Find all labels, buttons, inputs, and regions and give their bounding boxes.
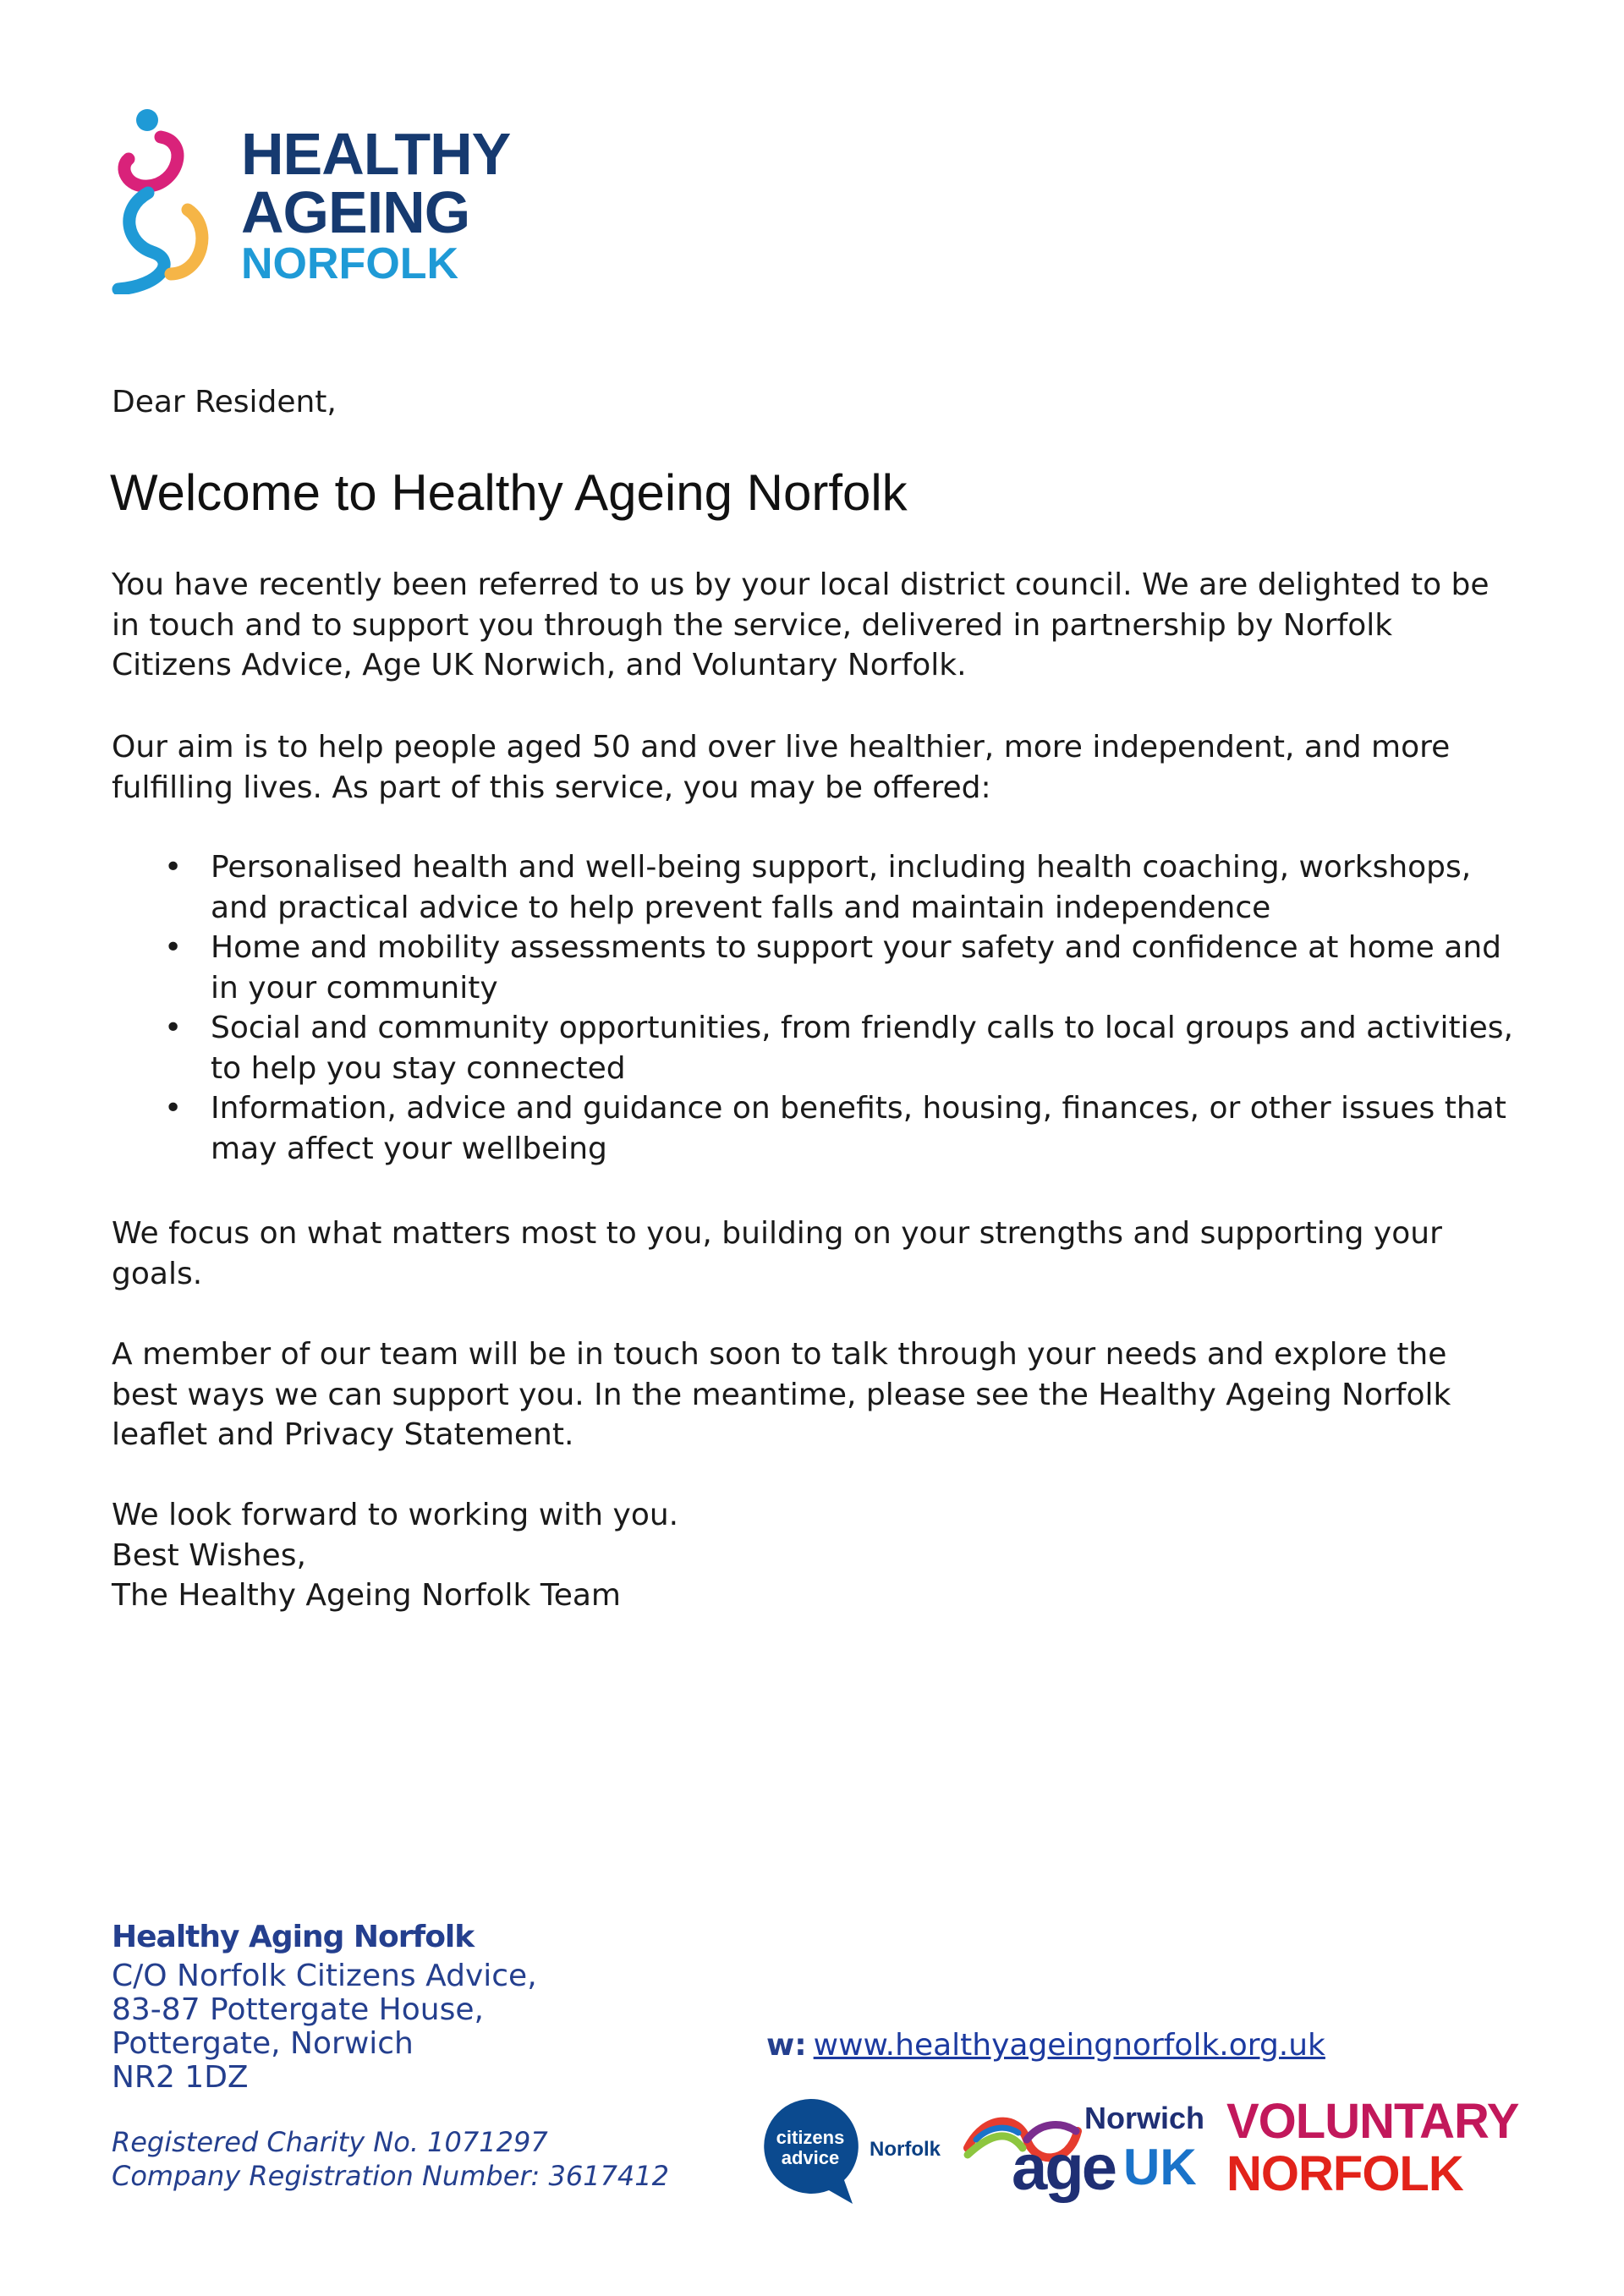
vn-line2: NORFOLK bbox=[1226, 2146, 1463, 2201]
charity-number: Registered Charity No. 1071297 bbox=[112, 2126, 548, 2158]
website-link[interactable]: www.healthyageingnorfolk.org.uk bbox=[813, 2028, 1325, 2063]
bullet-icon: • bbox=[164, 1091, 183, 1126]
registration-info bbox=[112, 2125, 669, 2193]
address-line: 83-87 Pottergate House, bbox=[112, 1992, 484, 2027]
list-item-text: Social and community opportunities, from friendly calls to local groups and activities, to help you stay connected bbox=[211, 1011, 1513, 1086]
address-line: Pottergate, Norwich bbox=[112, 2026, 414, 2061]
healthy-ageing-norfolk-logo bbox=[110, 108, 533, 303]
address-line: C/O Norfolk Citizens Advice, bbox=[112, 1959, 537, 1993]
ca-line2: advice bbox=[781, 2147, 840, 2168]
footer-address bbox=[112, 1959, 669, 2095]
paragraph-referral: You have recently been referred to us by your local district council. We are delighted to be in touch and to support you through the service, delivered in partnership by Norfolk Citizens Advice, Age UK Norwich, and Voluntary Norfolk. bbox=[112, 567, 1490, 682]
list-item bbox=[112, 1008, 1516, 1088]
list-item-text: Information, advice and guidance on benefits, housing, finances, or other issues that may affect your wellbeing bbox=[211, 1091, 1506, 1166]
bullet-icon: • bbox=[164, 1011, 183, 1045]
paragraph-next-steps: A member of our team will be in touch soon to talk through your needs and explore the best ways we can support you. In the meantime, please see the Healthy Ageing Norfolk leaflet and Privacy Statement. bbox=[112, 1337, 1451, 1452]
salutation: Dear Resident, bbox=[112, 385, 337, 419]
list-item-text: Personalised health and well-being support, including health coaching, workshops, and practical advice to help prevent falls and maintain independence bbox=[211, 850, 1472, 925]
closing-line: We look forward to working with you. bbox=[112, 1498, 679, 1532]
paragraph-focus: We focus on what matters most to you, building on your strengths and supporting your goals. bbox=[112, 1216, 1442, 1291]
age-uk-norwich-logo bbox=[959, 2101, 1205, 2211]
footer-org-name: Healthy Aging Norfolk bbox=[112, 1920, 475, 1954]
bullet-icon: • bbox=[164, 930, 183, 965]
closing bbox=[112, 1495, 1516, 1616]
sign-off: Best Wishes, bbox=[112, 1537, 306, 1573]
services-list bbox=[112, 847, 1516, 1169]
age-uk-word: age bbox=[1012, 2132, 1115, 2204]
paragraph-aim: Our aim is to help people aged 50 and over live healthier, more independent, and more fulfilling lives. As part of this service, you may be offered: bbox=[112, 730, 1451, 805]
list-item bbox=[112, 1088, 1516, 1169]
signature: The Healthy Ageing Norfolk Team bbox=[112, 1578, 621, 1613]
bullet-icon: • bbox=[164, 850, 183, 885]
logo-line-norfolk: NORFOLK bbox=[241, 239, 459, 289]
letter-title: Welcome to Healthy Ageing Norfolk bbox=[110, 464, 908, 521]
logo-figure-icon bbox=[110, 108, 220, 294]
age-uk-city: Norwich bbox=[1084, 2101, 1205, 2135]
web-label: w: bbox=[766, 2028, 807, 2063]
ca-region: Norfolk bbox=[870, 2138, 941, 2161]
ca-line1: citizens bbox=[776, 2127, 845, 2148]
logo-wordmark bbox=[241, 121, 511, 289]
age-uk-suffix: UK bbox=[1123, 2139, 1197, 2195]
logo-line-healthy: HEALTHY bbox=[241, 121, 511, 187]
company-number: Company Registration Number: 3617412 bbox=[112, 2160, 669, 2192]
website bbox=[766, 2028, 1325, 2063]
citizens-advice-wordmark bbox=[760, 2128, 861, 2168]
list-item bbox=[112, 847, 1516, 928]
address-line: NR2 1DZ bbox=[112, 2060, 249, 2095]
list-item bbox=[112, 928, 1516, 1008]
logo-line-ageing: AGEING bbox=[241, 178, 470, 245]
voluntary-norfolk-logo bbox=[1226, 2096, 1518, 2200]
footer-address-block bbox=[112, 1920, 669, 2193]
vn-line1: VOLUNTARY bbox=[1226, 2094, 1519, 2149]
list-item-text: Home and mobility assessments to support your safety and confidence at home and in your community bbox=[211, 930, 1501, 1006]
